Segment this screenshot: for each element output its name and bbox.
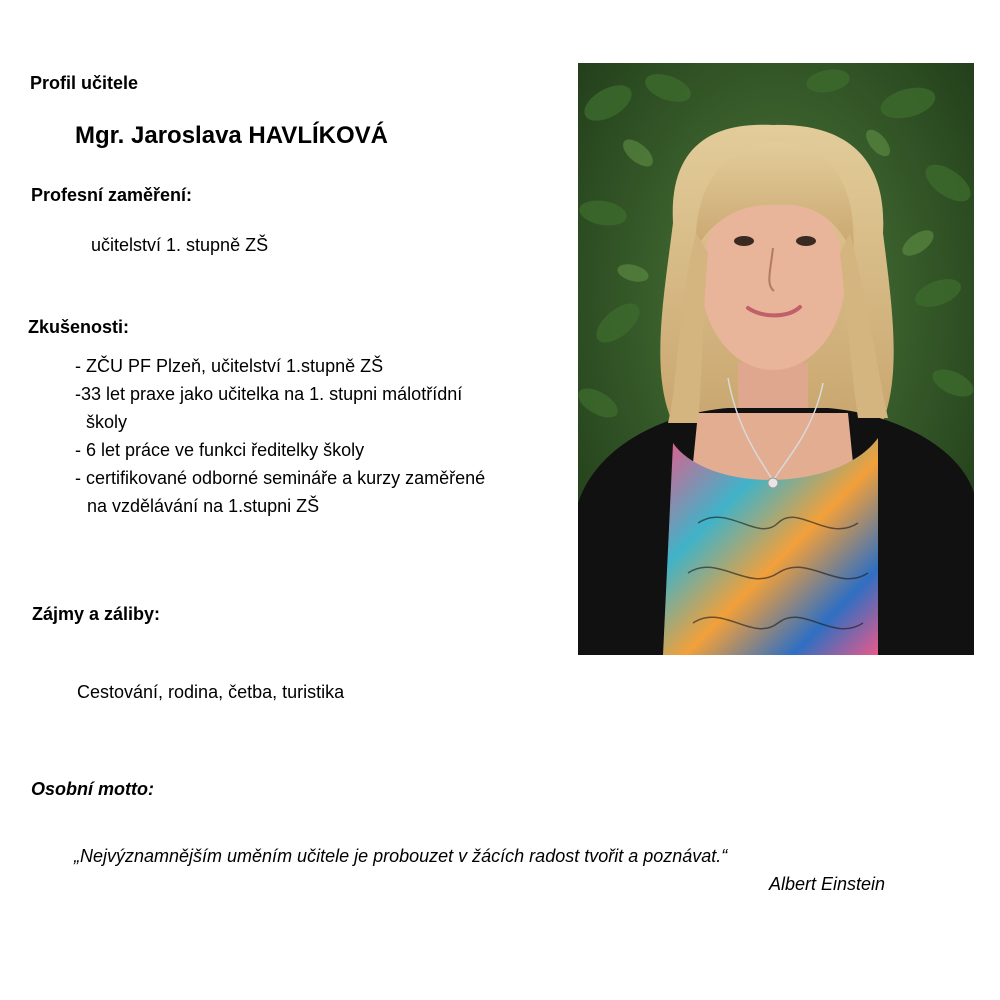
experience-heading: Zkušenosti: — [28, 317, 130, 337]
motto-quote: „Nejvýznamnějším uměním učitele je probouzet v žácích radost tvořit a poznávat.“ — [74, 846, 728, 866]
experience-line: -33 let praxe jako učitelka na 1. stupni málotřídní — [75, 384, 463, 404]
motto-author: Albert Einstein — [769, 874, 886, 894]
experience-line: - certifikované odborné semináře a kurzy zaměřené — [75, 468, 486, 488]
experience-line: školy — [86, 412, 128, 432]
portrait-photo — [578, 63, 974, 655]
focus-heading: Profesní zaměření: — [31, 185, 193, 205]
experience-line: - ZČU PF Plzeň, učitelství 1.stupně ZŠ — [75, 356, 384, 376]
focus-value: učitelství 1. stupně ZŠ — [91, 235, 269, 255]
hobbies-value: Cestování, rodina, četba, turistika — [77, 682, 345, 702]
experience-line: - 6 let práce ve funkci ředitelky školy — [75, 440, 365, 460]
profile-section-label: Profil učitele — [30, 73, 139, 93]
hobbies-heading: Zájmy a záliby: — [32, 604, 161, 624]
motto-heading: Osobní motto: — [31, 779, 154, 799]
teacher-name: Mgr. Jaroslava HAVLÍKOVÁ — [75, 122, 388, 149]
experience-line: na vzdělávání na 1.stupni ZŠ — [87, 496, 320, 516]
